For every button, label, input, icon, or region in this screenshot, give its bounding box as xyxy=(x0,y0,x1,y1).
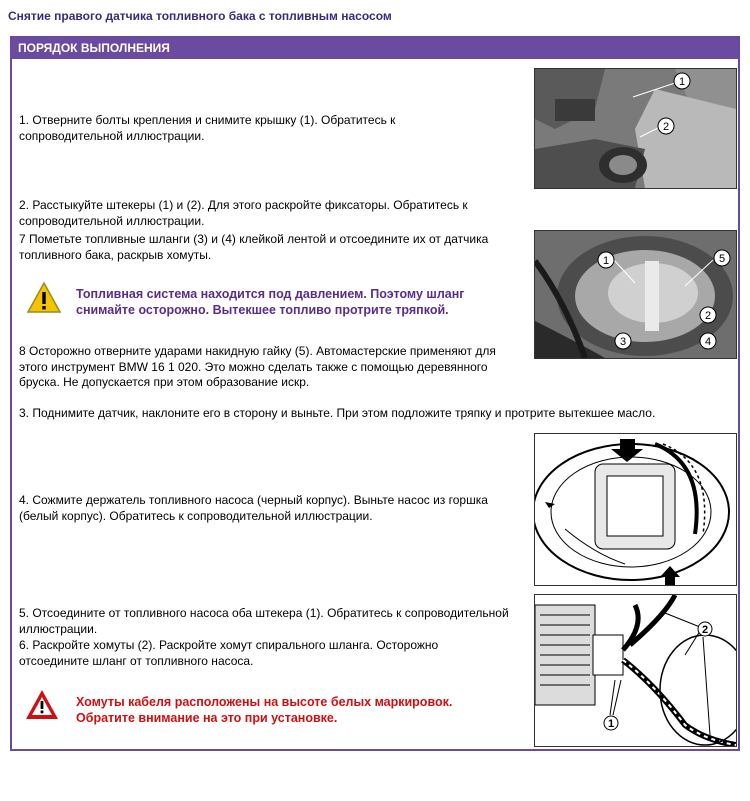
svg-text:1: 1 xyxy=(602,255,610,267)
figure-2-callout-3 xyxy=(615,333,631,349)
step-1-text: 1. Отверните болты крепления и снимите крышку (1). Обратитесь к сопроводительной иллюстрации. xyxy=(19,113,396,143)
figure-2-callout-4 xyxy=(700,333,716,349)
svg-text:1: 1 xyxy=(607,718,615,730)
warning-triangle-red-icon xyxy=(24,688,60,722)
step-5-text: 5. Отсоедините от топливного насоса оба штекера (1). Обратитесь к сопроводительной иллюстрации. xyxy=(19,606,509,636)
figure-1-drawing xyxy=(535,69,736,188)
step-2-text: 2. Расстыкуйте штекеры (1) и (2). Для этого раскройте фиксаторы. Обратитесь к сопроводительной иллюстрации. xyxy=(19,198,468,228)
figure-3-pump-holder xyxy=(534,433,737,586)
svg-text:2: 2 xyxy=(704,310,712,322)
warning-triangle-yellow-icon xyxy=(26,281,62,315)
panel-header: ПОРЯДОК ВЫПОЛНЕНИЯ xyxy=(12,38,738,59)
figure-1-callout-1 xyxy=(674,73,690,89)
figure-1-cover xyxy=(534,68,737,189)
figure-2-sensor xyxy=(534,230,737,359)
figure-2-callout-1 xyxy=(598,252,614,268)
figure-2-drawing xyxy=(535,231,736,358)
figure-4-callout-2 xyxy=(698,622,712,636)
svg-text:4: 4 xyxy=(704,336,712,348)
svg-text:2: 2 xyxy=(701,624,709,636)
step-6-text: 6. Раскройте хомуты (2). Раскройте хомут спирального шланга. Осторожно отсоедините шланг от топливного насоса. xyxy=(19,638,439,668)
svg-text:5: 5 xyxy=(718,253,726,265)
figure-2-callout-2 xyxy=(700,307,716,323)
svg-text:3: 3 xyxy=(619,336,627,348)
figure-4-connectors xyxy=(534,594,737,747)
figure-2-callout-5 xyxy=(714,250,730,266)
step-7-text: 7 Пометьте топливные шланги (3) и (4) клейкой лентой и отсоедините их от датчика топливного бака, раскрыв хомуты. xyxy=(19,232,489,262)
figure-4-drawing xyxy=(535,595,736,746)
figure-3-drawing xyxy=(535,434,736,585)
svg-text:1: 1 xyxy=(678,76,686,88)
warning-fuel-pressure: Топливная система находится под давлением. Поэтому шланг снимайте осторожно. Вытекшее топливо протрите тряпкой. xyxy=(76,287,465,317)
figure-4-callout-1 xyxy=(604,716,618,730)
page-title: Снятие правого датчика топливного бака с топливным насосом xyxy=(8,9,392,23)
svg-text:2: 2 xyxy=(662,121,670,133)
warning-cable-clamps: Хомуты кабеля расположены на высоте белых маркировок. Обратите внимание на это при установке. xyxy=(76,695,453,725)
step-4-text: 4. Сожмите держатель топливного насоса (черный корпус). Выньте насос из горшка (белый корпус). Обратитесь к сопроводительной иллюстрации. xyxy=(19,493,488,523)
step-3-text: 3. Поднимите датчик, наклоните его в сторону и выньте. При этом подложите тряпку и протрите вытекшее масло. xyxy=(19,406,656,420)
step-8-text: 8 Осторожно отверните ударами накидную гайку (5). Автомастерские применяют для этого инструмент BMW 16 1 020. Это можно сделать также с помощью деревянного бруска. Не допускается при этом образование искр. xyxy=(19,344,496,389)
figure-1-callout-2 xyxy=(658,118,674,134)
procedure-panel xyxy=(10,36,740,751)
